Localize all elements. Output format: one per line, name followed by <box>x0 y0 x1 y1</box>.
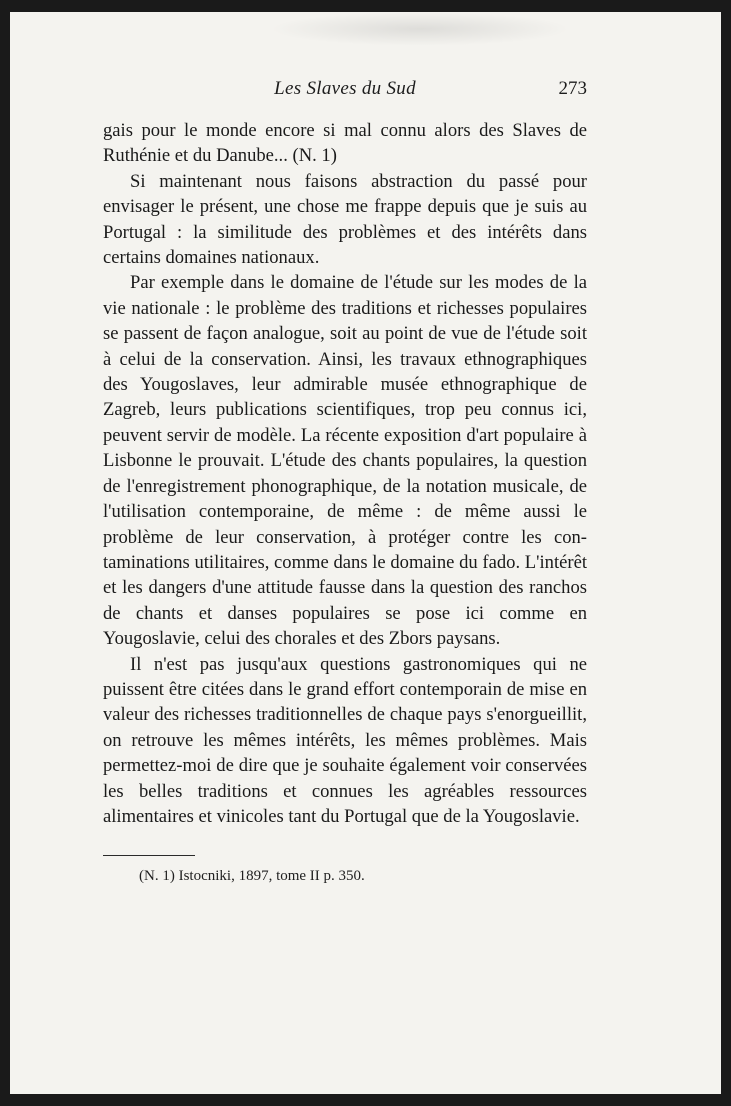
running-header <box>103 76 587 102</box>
paragraph-gastronomy: Il n'est pas jusqu'aux questions gastronomiques qui ne puissent être citées dans le grand effort contemporain de mise en valeur des richesses traditionnelles de chaque pays s'enorgueillit, on retrouve les mêmes intérêts, les mêmes problèmes. Mais permettez-moi de dire que je souhaite également voir conservées les belles traditions et connues les agréables ressources alimentaires et vinicoles tant du Portugal que de la Yougoslavie. <box>103 653 587 827</box>
running-title: Les Slaves du Sud <box>274 78 416 99</box>
page-content <box>103 76 587 885</box>
paragraph-ethnography: Par exemple dans le domaine de l'étude sur les modes de la vie nationale : le problème des traditions et richesses populaires se passent de façon analogue, soit au point de vue de l'étude soit à celui de la conservation. Ainsi, les travaux ethnographiques des Yougoslaves, leur admirable musée ethnographique de Zagreb, leurs publications scientifiques, trop peu connus ici, peuvent servir de modèle. La récente exposition d'art populaire à Lisbonne le prouvait. L'étude des chants populaires, la question de l'enregistrement phonographique, de la notation musicale, de l'utilisation contemporaine, de même : de même aussi le problème de leur conservation, à protéger contre les contaminations utilitaires, comme dans le domaine du fado. L'intérêt et les dangers d'une attitude fausse dans la question des ranchos de chants et danses populaires se pose ici comme en Yougoslavie, celui des chorales et des Zbors paysans. <box>103 272 587 650</box>
scan-shadow <box>270 12 570 46</box>
body-text <box>103 118 587 829</box>
page-number: 273 <box>558 78 587 99</box>
paragraph-continuation: gais pour le monde encore si mal connu alors des Slaves de Ruthénie et du Danube... (N. 1) <box>103 120 587 167</box>
footnote: (N. 1) Istocniki, 1897, tome II p. 350. <box>139 868 365 885</box>
footnote-rule <box>103 855 195 856</box>
paragraph-similitude: Si maintenant nous faisons abstraction du passé pour envisager le présent, une chose me frappe depuis que je suis au Portugal : la similitude des problèmes et des intérêts dans certains domaines nationaux. <box>103 170 587 269</box>
book-page <box>10 12 721 1094</box>
